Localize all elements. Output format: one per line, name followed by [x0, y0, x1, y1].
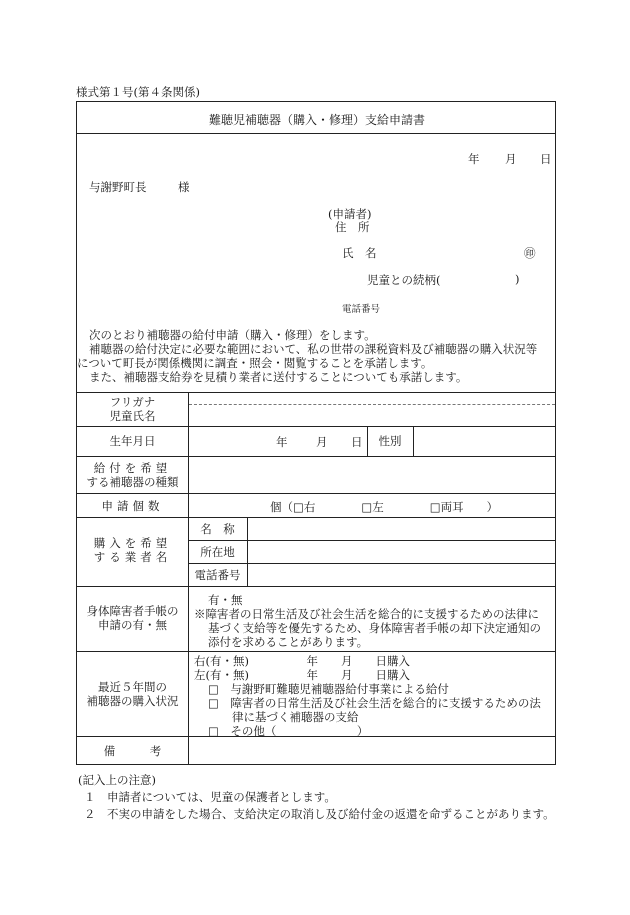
handbook-note-1: ※障害者の日常生活及び社会生活を総合的に支援するための法律に	[194, 607, 539, 621]
vendor-label-1: 購入を希望	[93, 536, 172, 550]
history-option-1[interactable]: □ 与謝野町難聴児補聴器給付事業による給付	[208, 682, 449, 696]
application-form	[76, 101, 556, 765]
history-option-2b: 律に基づく補聴器の支給	[232, 710, 359, 724]
date-month[interactable]: 月	[505, 152, 517, 166]
vendor-phone-label: 電話番号	[194, 568, 241, 582]
history-label-2: 補聴器の購入状況	[86, 694, 179, 708]
vendor-address-label: 所在地	[200, 545, 235, 559]
form-title: 難聴児補聴器（購入・修理）支給申請書	[208, 113, 425, 127]
intro-line-4: また、補聴器支給券を見積り業者に送付することについても承諾します。	[89, 370, 468, 384]
history-label-1: 最近５年間の	[98, 680, 167, 694]
note-1: １ 申請者については、児童の保護者とします。	[84, 790, 336, 804]
addressee-suffix: 様	[178, 180, 190, 194]
note-2: ２ 不実の申請をした場合、支給決定の取消し及び給付金の返還を命ずることがあります。	[84, 807, 555, 821]
addressee-name: 与謝野町長	[89, 180, 147, 194]
handbook-note-2: 基づく支給等を優先するため、身体障害者手帳の却下決定通知の	[208, 621, 542, 635]
handbook-label-1: 身体障害者手帳の	[86, 604, 179, 618]
birth-day[interactable]: 日	[351, 435, 363, 449]
child-name-label: 児童氏名	[109, 409, 156, 423]
phone-label: 電話番号	[342, 304, 381, 315]
count-label: 申請個数	[101, 499, 164, 513]
birth-month[interactable]: 月	[316, 435, 328, 449]
vendor-label-2: する業者名	[93, 550, 172, 564]
birth-year[interactable]: 年	[276, 435, 288, 449]
date-day[interactable]: 日	[540, 152, 552, 166]
relation-close: )	[515, 272, 520, 286]
remarks-label: 備 考	[103, 744, 162, 758]
date-year[interactable]: 年	[468, 152, 480, 166]
handbook-choice[interactable]: 有・無	[208, 593, 243, 607]
intro-line-2: 補聴器の給付決定に必要な範囲において、私の世帯の課税資料及び補聴器の購入状況等	[89, 342, 538, 356]
history-left[interactable]: 左(有・無) 年 月 日購入	[194, 668, 410, 682]
notes-heading: (記入上の注意)	[78, 773, 156, 787]
applicant-address-label: 住 所	[335, 220, 370, 234]
handbook-label-2: 申請の有・無	[98, 618, 167, 632]
intro-line-1: 次のとおり補聴器の給付申請（購入・修理）をします。	[89, 328, 376, 342]
history-option-3[interactable]: □ その他（ ）	[208, 724, 369, 738]
device-type-label-2: する補聴器の種類	[86, 475, 179, 489]
relation-label: 児童との続柄(	[367, 273, 441, 287]
form-id: 様式第１号(第４条関係)	[76, 85, 200, 99]
seal-mark: ㊞	[524, 246, 536, 260]
device-type-label-1: 給付を希望	[93, 461, 172, 475]
gender-label: 性別	[378, 434, 402, 448]
vendor-name-label: 名 称	[200, 522, 235, 536]
handbook-note-3: 添付を求めることがあります。	[208, 635, 369, 649]
history-right[interactable]: 右(有・無) 年 月 日購入	[194, 654, 410, 668]
applicant-name-label: 氏 名	[342, 246, 377, 260]
furigana-label: フリガナ	[109, 395, 156, 409]
count-value[interactable]: 個（□右 □左 □両耳 ）	[270, 500, 499, 514]
divider	[77, 133, 555, 134]
intro-line-3: について町長が関係機関に調査・照会・閲覧することを承諾します。	[77, 356, 433, 370]
history-option-2[interactable]: □ 障害者の日常生活及び社会生活を総合的に支援するための法	[208, 696, 541, 710]
applicant-heading: (申請者)	[328, 207, 372, 221]
birth-date-label: 生年月日	[109, 434, 156, 448]
